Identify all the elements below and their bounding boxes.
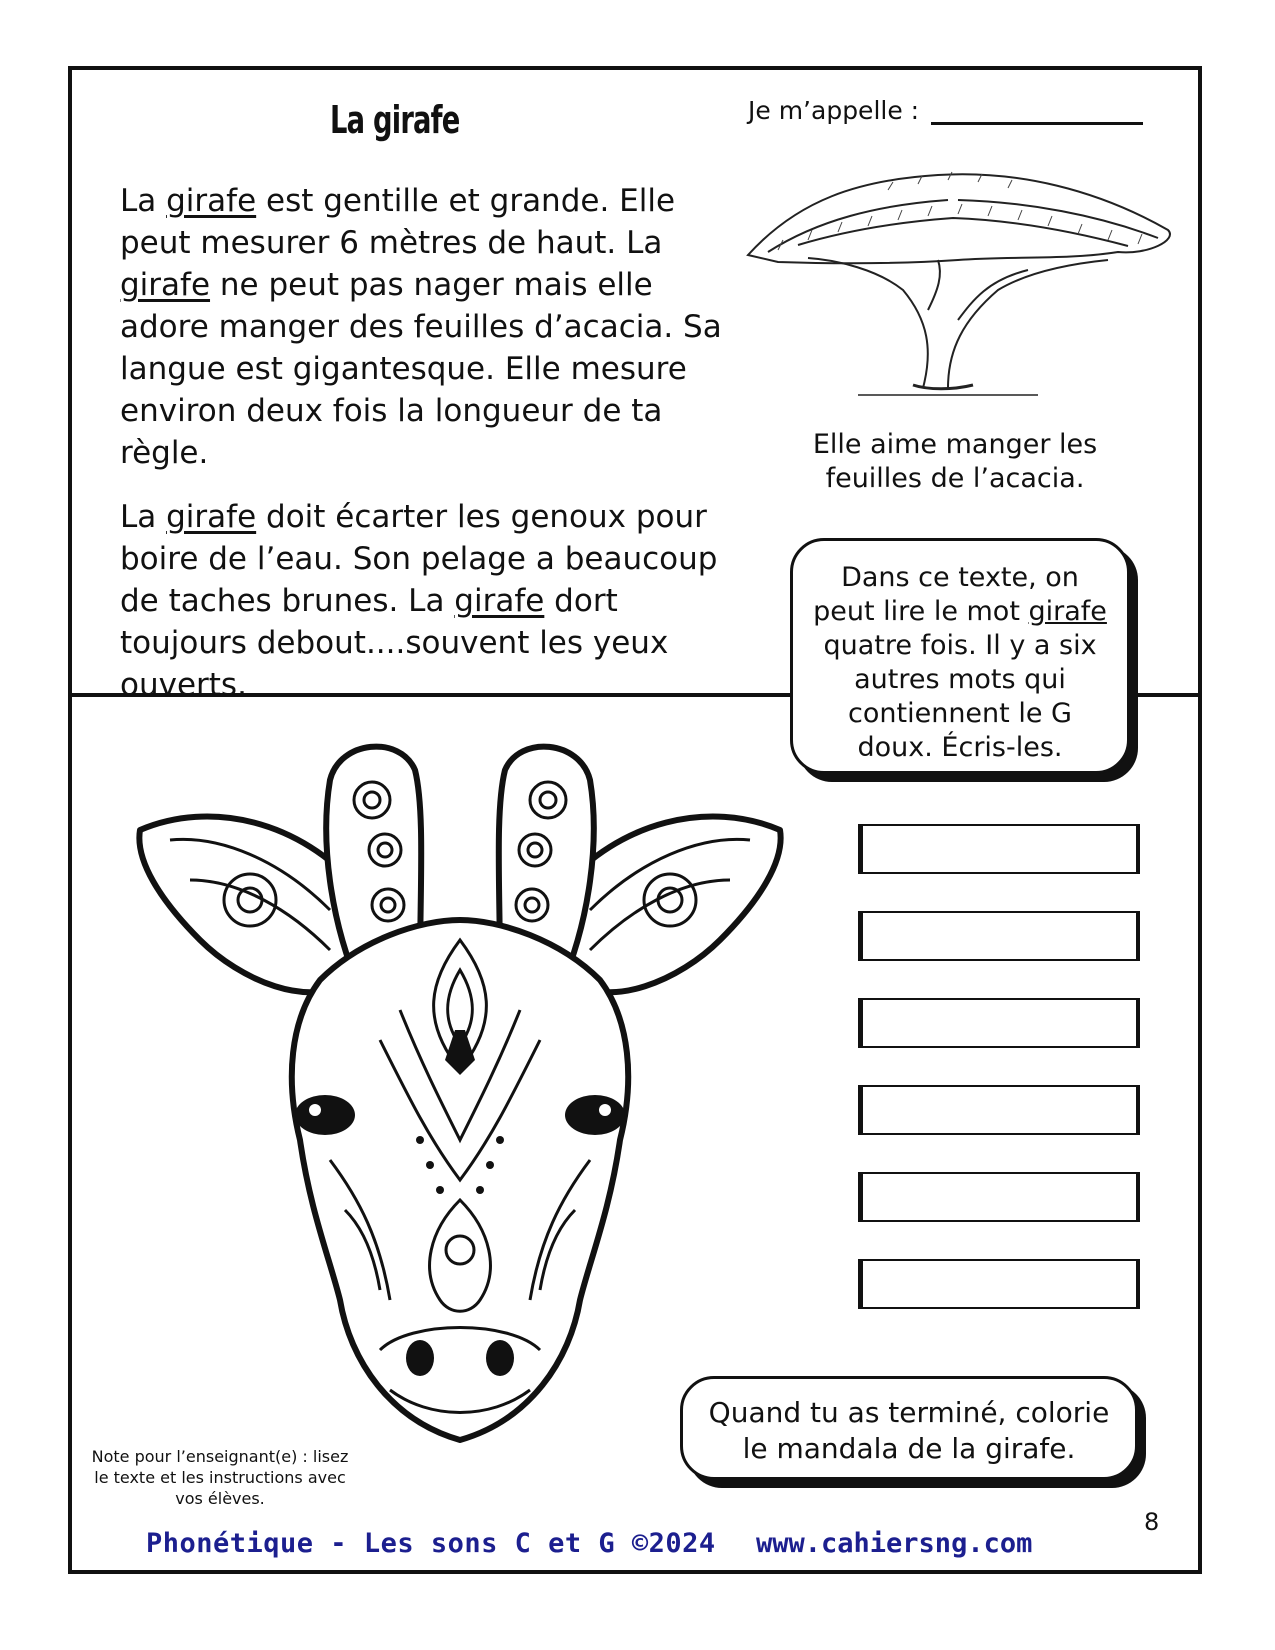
name-field[interactable] bbox=[748, 94, 1143, 125]
tree-caption: Elle aime manger les feuilles de l’acacia. bbox=[812, 429, 1098, 494]
teacher-note: Note pour l’enseignant(e) : lisez le texte et les instructions avec vos élèves. bbox=[91, 1447, 349, 1508]
instructions-text-before: Dans ce texte, on peut lire le mot bbox=[813, 562, 1079, 627]
story-segment: dort toujours debout....souvent les yeux ouverts. bbox=[120, 583, 669, 703]
finish-instructions-box: Quand tu as terminé, colorie le mandala de la girafe. bbox=[680, 1376, 1138, 1480]
story-paragraph-2 bbox=[120, 496, 740, 706]
story-segment: La bbox=[120, 499, 167, 535]
keyword-girafe: girafe bbox=[120, 267, 211, 303]
answer-boxes bbox=[858, 824, 1140, 1346]
page-title: La girafe bbox=[330, 98, 460, 142]
keyword-girafe: girafe bbox=[454, 583, 545, 619]
instructions-box bbox=[790, 538, 1130, 774]
answer-box-6[interactable] bbox=[858, 1259, 1140, 1309]
footer-website-link[interactable]: www.cahiersng.com bbox=[756, 1528, 1033, 1559]
footer-course-title: Phonétique - Les sons C et G ©2024 bbox=[146, 1528, 716, 1559]
answer-box-4[interactable] bbox=[858, 1085, 1140, 1135]
name-blank-line[interactable] bbox=[931, 94, 1143, 125]
story-text bbox=[120, 180, 740, 728]
story-segment: ne peut pas nager mais elle adore manger des feuilles d’acacia. Sa langue est gigantesque. Elle mesure environ deux fois la longueur de ta règle. bbox=[120, 267, 722, 471]
story-segment: doit écarter les genoux pour boire de l’eau. Son pelage a beaucoup de taches brunes. La bbox=[120, 499, 718, 619]
story-paragraph-1 bbox=[120, 180, 740, 474]
story-segment: La bbox=[120, 183, 167, 219]
answer-box-1[interactable] bbox=[858, 824, 1140, 874]
story-segment: est gentille et grande. Elle peut mesurer 6 mètres de haut. La bbox=[120, 183, 676, 261]
answer-box-2[interactable] bbox=[858, 911, 1140, 961]
page-number: 8 bbox=[1144, 1508, 1160, 1536]
keyword-girafe: girafe bbox=[166, 499, 257, 535]
answer-box-3[interactable] bbox=[858, 998, 1140, 1048]
giraffe-mandala-illustration[interactable] bbox=[130, 740, 790, 1460]
name-label: Je m’appelle : bbox=[748, 96, 920, 125]
instructions-target-word: girafe bbox=[1028, 596, 1107, 627]
acacia-tree-illustration bbox=[738, 160, 1188, 410]
keyword-girafe: girafe bbox=[166, 183, 257, 219]
answer-box-5[interactable] bbox=[858, 1172, 1140, 1222]
instructions-text-after: quatre fois. Il y a six autres mots qui contiennent le G doux. Écris-les. bbox=[823, 630, 1097, 763]
